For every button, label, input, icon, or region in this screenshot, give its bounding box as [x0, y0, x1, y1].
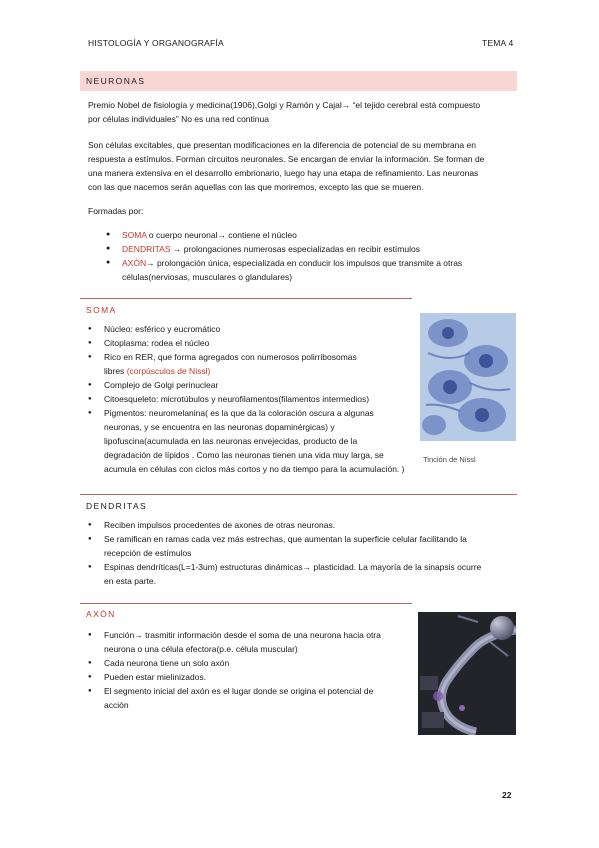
list-item: ● Núcleo: esférico y eucromático [104, 322, 414, 336]
list-item: ● Pueden estar mielinizados. [104, 670, 414, 684]
nissl-term: (corpúsculos de Nissl) [126, 366, 211, 376]
term-soma: SOMA [122, 230, 147, 240]
nissl-stain-illustration [420, 313, 516, 441]
intro-line: por células individuales” No es una red continua [88, 114, 269, 124]
section-title-soma: SOMA [86, 305, 117, 315]
list-item-continuation: en esta parte. [104, 576, 156, 586]
image-caption: Tinción de Nissl [423, 455, 476, 464]
text: Rico en RER, que forma agregados con numerosos polirribosomas [104, 352, 357, 362]
running-header-topic: TEMA 4 [482, 38, 514, 48]
list-item-continuation: degradación de lípidos . Como las neuronas tienen una vida muy larga, se [104, 450, 384, 460]
list-item: ● Pigmentos: neuromelanina( es la que da la coloración oscura a algunas [104, 406, 414, 420]
desc-line: respuesta a estímulos. Forman circuitos neuronales. Se encargan de enviar la información. Se forman de [88, 154, 485, 164]
list-item [122, 256, 462, 270]
list-item [122, 228, 462, 242]
list-item: ● Cada neurona tiene un solo axón [104, 656, 414, 670]
list-item-continuation: lipofuscina(acumulada en las neuronas envejecidas, producto de la [104, 436, 358, 446]
term-desc: → prolongaciones numerosas especializadas en recibir estímulos [170, 244, 420, 254]
dendritas-list [104, 518, 514, 588]
intro-paragraph [88, 98, 480, 126]
section-title-axon: AXÓN [86, 609, 116, 619]
list-item: ● Reciben impulsos procedentes de axones de otras neuronas. [104, 518, 514, 532]
list-item: ● El segmento inicial del axón es el lugar donde se origina el potencial de [104, 684, 414, 698]
section-rule [80, 298, 412, 299]
list-item: ● Espinas dendríticas(L=1-3um) estructuras dinámicas→ plasticidad. La mayoría de la sinapsis ocurre [104, 560, 514, 574]
desc-line: una manera extensiva en el desarrollo embrionario, luego hay una etapa de refinamiento. Las neuronas [88, 168, 479, 178]
list-item-continuation: células(nerviosas, musculares o glandulares) [122, 272, 293, 282]
page-number: 22 [502, 790, 512, 800]
list-item-continuation: recepción de estímulos [104, 548, 192, 558]
list-item-continuation [104, 364, 414, 378]
list-item: ● Citoplasma: rodea el núcleo [104, 336, 414, 350]
list-item: ● Se ramifican en ramas cada vez más estrechas, que aumentan la superficie celular facilitando la [104, 532, 514, 546]
term-desc: → prolongación única, especializada en conducir los impulsos que transmite a otras [146, 258, 463, 268]
soma-list [104, 322, 414, 476]
list-item-continuation: acumula en células con ciclos más cortos y no da tiempo para la acumulación. ) [104, 464, 405, 474]
list-item-continuation: acción [104, 700, 129, 710]
formadas-list [122, 228, 462, 284]
list-item-continuation: neuronas, y se encuentra en las neuronas dopaminérgicas) y [104, 422, 335, 432]
section-rule [80, 494, 517, 495]
formadas-label: Formadas por: [88, 206, 144, 216]
description-paragraph [88, 138, 484, 194]
term-axon: AXÓN [122, 258, 147, 268]
text: libres [104, 366, 127, 376]
list-item-continuation: neurona o una célula efectora(p.e. célula muscular) [104, 644, 298, 654]
desc-line: con las que nacemos serán aquellas con las que moriremos, excepto las que se mueren. [88, 182, 424, 192]
list-item: ● Función→ trasmitir información desde el soma de una neurona hacia otra [104, 628, 414, 642]
axon-list [104, 628, 414, 712]
section-rule [80, 603, 412, 604]
running-header-subject: HISTOLOGÍA Y ORGANOGRAFÍA [88, 38, 224, 48]
intro-line: Premio Nobel de fisiología y medicina(1906),Golgi y Ramón y Cajal→ “el tejido cerebral está compuesto [88, 100, 481, 110]
desc-line: Son células excitables, que presentan modificaciones en la diferencia de potencial de su membrana en [88, 140, 476, 150]
axon-illustration-image [418, 612, 516, 735]
neuron-axon-illustration [418, 612, 516, 735]
term-dendritas: DENDRITAS [122, 244, 171, 254]
section-title-dendritas: DENDRITAS [86, 501, 148, 511]
term-desc: o cuerpo neuronal→ contiene el núcleo [146, 230, 297, 240]
section-title-neuronas: NEURONAS [86, 76, 146, 86]
nissl-stain-image [420, 313, 516, 441]
list-item: ● Complejo de Golgi perinuclear [104, 378, 414, 392]
section-band-neuronas [80, 71, 517, 91]
list-item: ● Citoesqueleto: microtúbulos y neurofilamentos(filamentos intermedios) [104, 392, 414, 406]
list-item [122, 242, 462, 256]
list-item [104, 350, 414, 364]
